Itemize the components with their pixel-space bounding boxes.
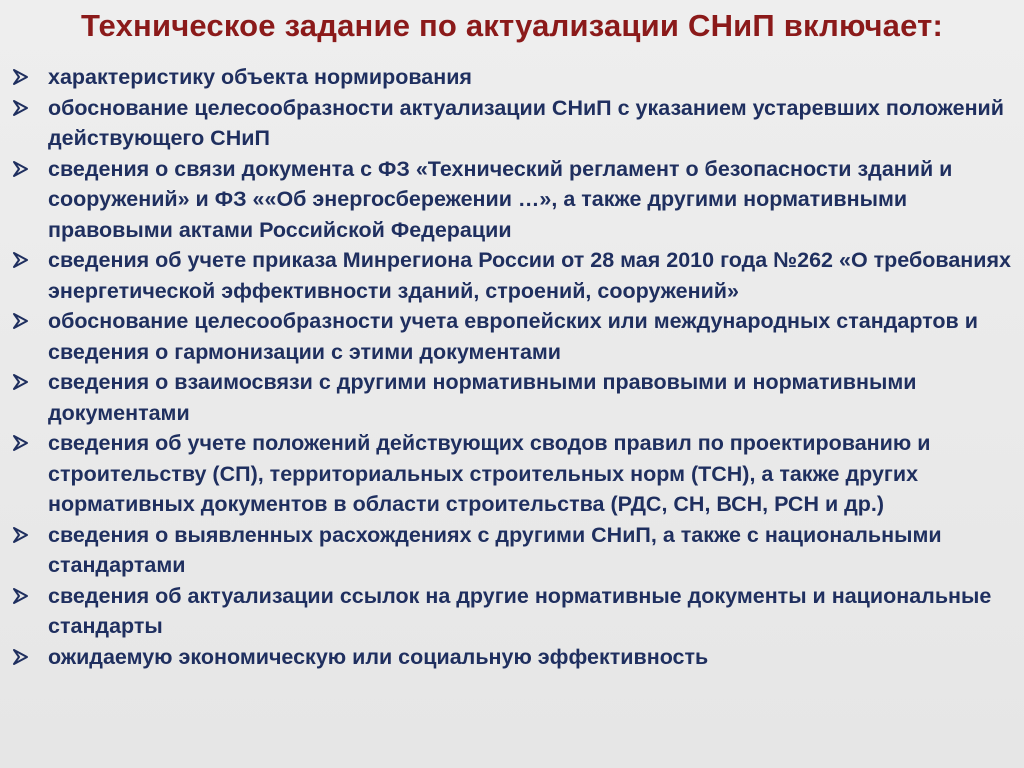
list-item-text: сведения об учете положений действующих сводов правил по проектированию и строительству (СП), территориальных строительных норм (ТСН), а также других нормативных документов в области строительства (РДС, СН, ВСН, РСН и др.) (48, 431, 931, 516)
arrow-bullet-icon (12, 428, 36, 458)
arrow-bullet-icon (12, 93, 36, 123)
list-item (12, 245, 1012, 306)
list-item-text: сведения о выявленных расхождениях с другими СНиП, а также с национальными стандартами (48, 522, 942, 577)
list-item-text: обоснование целесообразности актуализации СНиП с указанием устаревших положений действующего СНиП (48, 95, 1004, 150)
list-item (12, 93, 1012, 154)
arrow-bullet-icon (12, 581, 36, 611)
list-item (12, 520, 1012, 581)
list-item (12, 428, 1012, 520)
arrow-bullet-icon (12, 62, 36, 92)
list-item-text: сведения об учете приказа Минрегиона России от 28 мая 2010 года №262 «О требованиях энергетической эффективности зданий, строений, сооружений» (48, 248, 1011, 303)
list-item-text: сведения об актуализации ссылок на другие нормативные документы и национальные стандарты (48, 583, 992, 638)
list-item (12, 62, 1012, 93)
list-item-text: ожидаемую экономическую или социальную эффективность (48, 644, 709, 669)
arrow-bullet-icon (12, 520, 36, 550)
slide-title: Техническое задание по актуализации СНиП включает: (80, 8, 944, 43)
list-item (12, 581, 1012, 642)
list-item-text: сведения о связи документа с ФЗ «Технический регламент о безопасности зданий и сооружений» и ФЗ ««Об энергосбережении …», а также другими нормативными правовыми актами Российской Федерации (48, 156, 953, 242)
arrow-bullet-icon (12, 154, 36, 184)
requirements-list (12, 62, 1012, 672)
list-item (12, 306, 1012, 367)
list-item-text: характеристику объекта нормирования (48, 65, 472, 89)
arrow-bullet-icon (12, 642, 36, 672)
list-item (12, 367, 1012, 428)
arrow-bullet-icon (12, 306, 36, 336)
list-item (12, 642, 1012, 673)
arrow-bullet-icon (12, 367, 36, 397)
list-item-text: сведения о взаимосвязи с другими нормативными правовыми и нормативными документами (48, 370, 917, 425)
list-item-text: обоснование целесообразности учета европейских или международных стандартов и сведения о гармонизации с этими документами (48, 309, 978, 364)
list-item (12, 154, 1012, 246)
arrow-bullet-icon (12, 245, 36, 275)
